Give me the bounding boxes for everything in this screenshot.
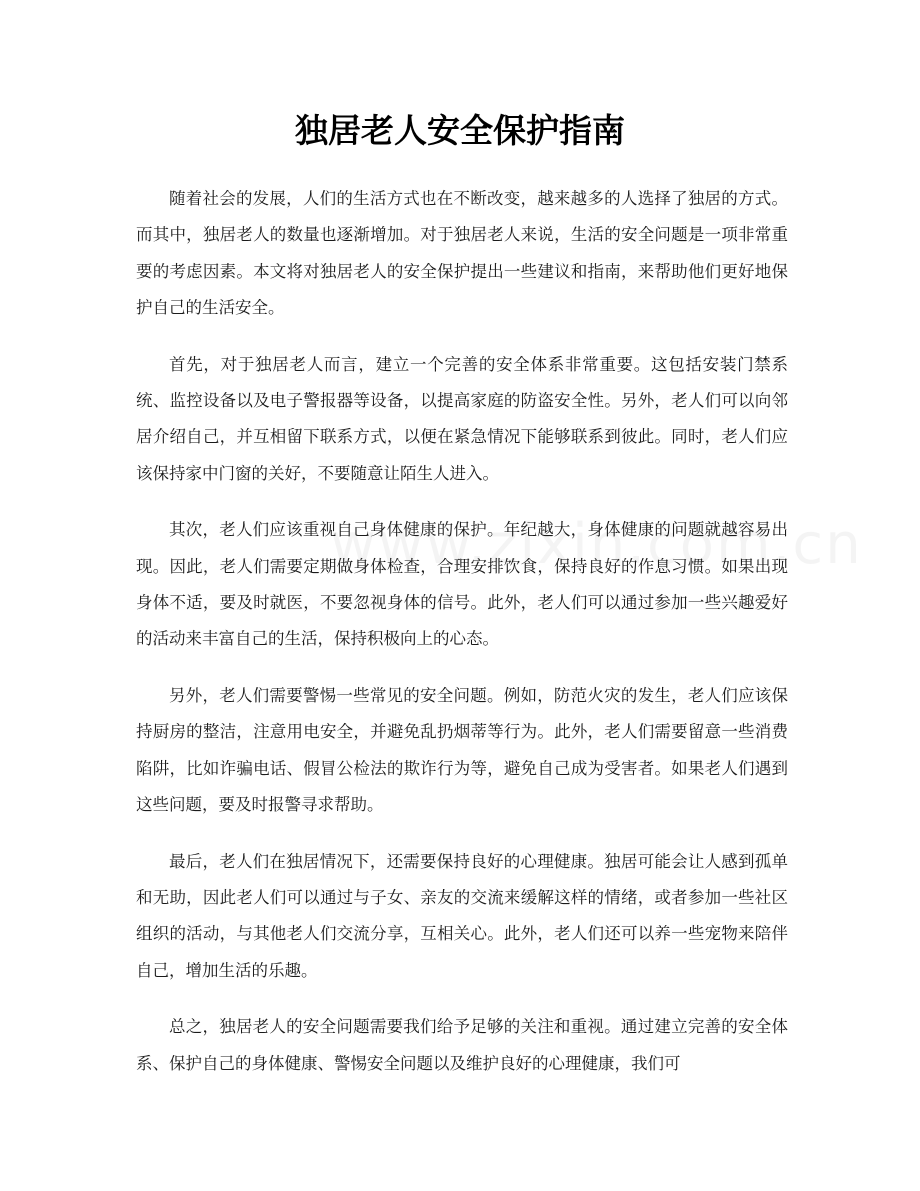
paragraph-conclusion: 总之，独居老人的安全问题需要我们给予足够的关注和重视。通过建立完善的安全体系、保护自己的身体健康、警惕安全问题以及维护良好的心理健康，我们可 <box>136 1017 788 1073</box>
document-title: 独居老人安全保护指南 <box>295 111 625 150</box>
paragraph-physical-health: 其次，老人们应该重视自己身体健康的保护。年纪越大，身体健康的问题就越容易出现。因此，老人们需要定期做身体检查，合理安排饮食，保持良好的作息习惯。如果出现身体不适，要及时就医，不要忽视身体的信号。此外，老人们可以通过参加一些兴趣爱好的活动来丰富自己的生活，保持积极向上的心态。 <box>136 520 788 649</box>
paragraph-security-system: 首先，对于独居老人而言，建立一个完善的安全体系非常重要。这包括安装门禁系统、监控设备以及电子警报器等设备，以提高家庭的防盗安全性。另外，老人们可以向邻居介绍自己，并互相留下联系方式，以便在紧急情况下能够联系到彼此。同时，老人们应该保持家中门窗的关好，不要随意让陌生人进入。 <box>136 354 788 483</box>
document-body <box>136 181 788 1102</box>
paragraph-mental-health: 最后，老人们在独居情况下，还需要保持良好的心理健康。独居可能会让人感到孤单和无助，因此老人们可以通过与子女、亲友的交流来缓解这样的情绪，或者参加一些社区组织的活动，与其他老人们交流分享，互相关心。此外，老人们还可以养一些宠物来陪伴自己，增加生活的乐趣。 <box>136 851 788 980</box>
paragraph-intro: 随着社会的发展，人们的生活方式也在不断改变，越来越多的人选择了独居的方式。而其中，独居老人的数量也逐渐增加。对于独居老人来说，生活的安全问题是一项非常重要的考虑因素。本文将对独居老人的安全保护提出一些建议和指南，来帮助他们更好地保护自己的生活安全。 <box>136 189 788 318</box>
paragraph-common-hazards: 另外，老人们需要警惕一些常见的安全问题。例如，防范火灾的发生，老人们应该保持厨房的整洁，注意用电安全，并避免乱扔烟蒂等行为。此外，老人们需要留意一些消费陷阱，比如诈骗电话、假冒公检法的欺诈行为等，避免自己成为受害者。如果老人们遇到这些问题，要及时报警寻求帮助。 <box>136 685 788 815</box>
